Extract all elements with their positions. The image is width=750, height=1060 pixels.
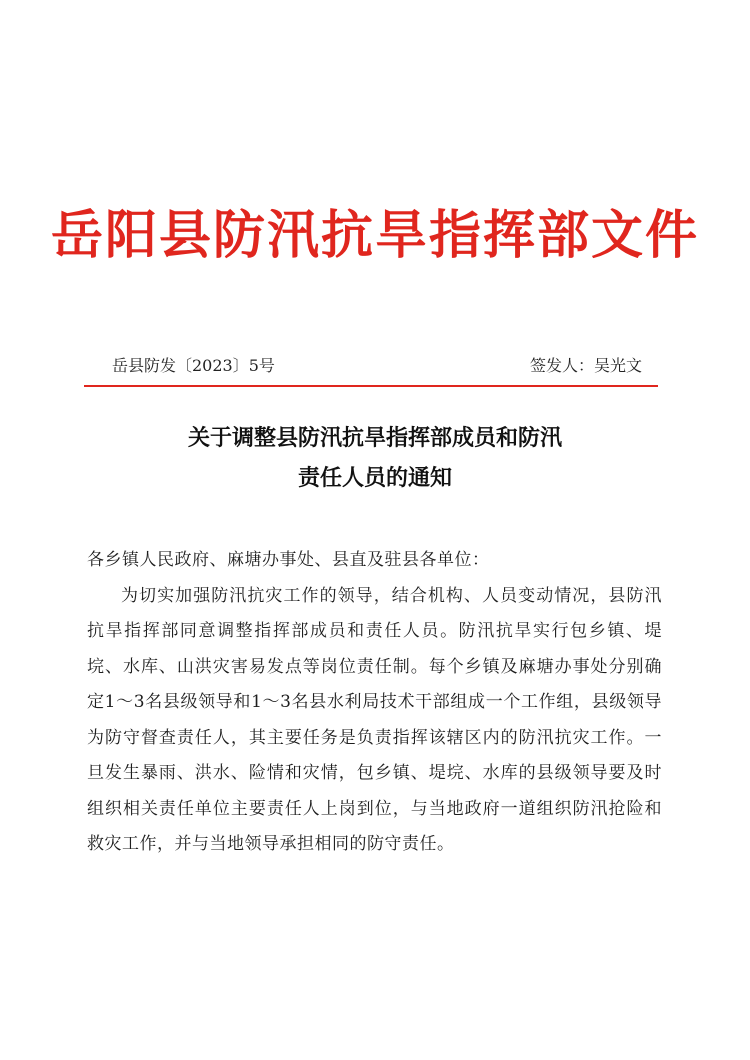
issuer-header: 岳阳县防汛抗旱指挥部文件 <box>50 205 699 266</box>
red-divider-line <box>84 385 658 387</box>
notice-title-line-2: 责任人员的通知 <box>297 465 452 491</box>
notice-title-line-1: 关于调整县防汛抗旱指挥部成员和防汛 <box>187 425 562 451</box>
salutation: 各乡镇人民政府、麻塘办事处、县直及驻县各单位： <box>87 550 490 570</box>
document-number: 岳县防发〔2023〕5号 <box>112 356 275 375</box>
notice-title <box>0 418 750 498</box>
document-meta-row <box>112 352 642 380</box>
signer-label: 签发人：吴光文 <box>529 356 642 375</box>
body-paragraph: 为切实加强防汛抗灾工作的领导，结合机构、人员变动情况，县防汛抗旱指挥部同意调整指挥部成员和责任人员。防汛抗旱实行包乡镇、堤垸、水库、山洪灾害易发点等岗位责任制。每个乡镇及麻塘办事处分别确定1～3名县级领导和1～3名县水利局技术干部组成一个工作组，县级领导为防守督查责任人，其主要任务是负责指挥该辖区内的防汛抗灾工作。一旦发生暴雨、洪水、险情和灾情，包乡镇、堤垸、水库的县级领导要及时组织相关责任单位主要责任人上岗到位，与当地政府一道组织防汛抢险和救灾工作，并与当地领导承担相同的防守责任。 <box>87 585 662 854</box>
notice-body <box>87 543 662 863</box>
